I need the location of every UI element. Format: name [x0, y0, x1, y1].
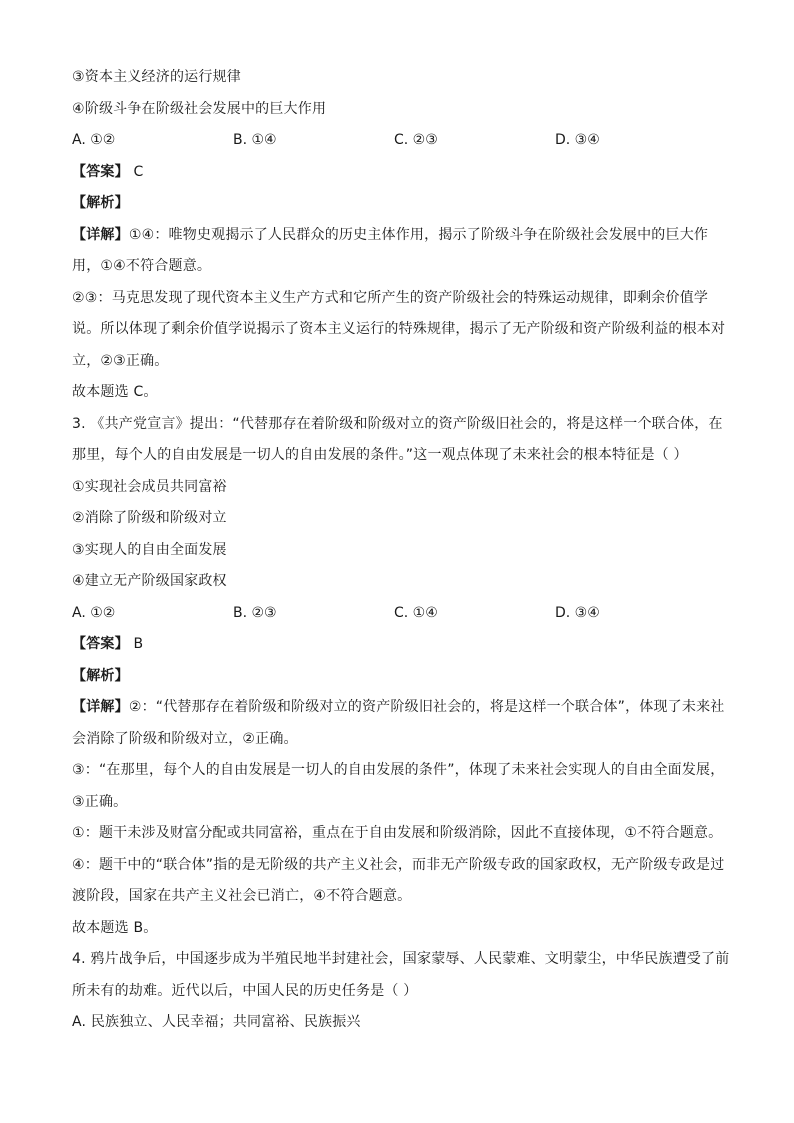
q3-detail-line-1 — [72, 692, 732, 724]
q3-stem-line-2: 那里，每个人的自由发展是一切人的自由发展的条件。”这一观点体现了未来社会的根本特征是（ ） — [72, 447, 688, 463]
q3-options — [72, 598, 732, 630]
q3-detail-line-5: ①：题干未涉及财富分配或共同富裕，重点在于自由发展和阶级消除，因此不直接体现，①不符合题意。 — [72, 825, 723, 841]
q3-detail-line-3: ③：“在那里，每个人的自由发展是一切人的自由发展的条件”，体现了未来社会实现人的自由全面发展， — [72, 762, 725, 778]
q3-item-1: ①实现社会成员共同富裕 — [72, 478, 227, 495]
q3-item-4: ④建立无产阶级国家政权 — [72, 573, 227, 589]
q3-option-a: A. ①② — [72, 604, 116, 621]
q2-detail-line-1 — [72, 220, 732, 252]
q4-stem-line-1: 4. 鸦片战争后，中国逐步成为半殖民地半封建社会，国家蒙辱、人民蒙难、文明蒙尘，中华民族遭受了前 — [72, 951, 730, 967]
q2-option-b: B. ①④ — [233, 132, 277, 148]
q2-detail-label: 【详解】 — [72, 226, 129, 243]
q3-answer — [72, 629, 732, 661]
q2-detail-text-1: ①④：唯物史观揭示了人民群众的历史主体作用，揭示了阶级斗争在阶级社会发展中的巨大作 — [128, 226, 709, 243]
q3-analysis-label: 【解析】 — [72, 667, 129, 684]
q3-option-d: D. ③④ — [555, 604, 600, 621]
q2-detail-line-2: 用，①④不符合题意。 — [72, 258, 212, 274]
q3-answer-label: 【答案】 — [72, 636, 129, 652]
q2-option-d: D. ③④ — [555, 132, 600, 148]
q2-detail-line-3: ②③：马克思发现了现代资本主义生产方式和它所产生的资产阶级社会的特殊运动规律，即剩余价值学 — [72, 289, 709, 306]
q4-stem-line-2: 所未有的劫难。近代以后，中国人民的历史任务是（ ） — [72, 982, 418, 999]
q2-option-c: C. ②③ — [394, 132, 438, 148]
q2-item-3: ③资本主义经济的运行规律 — [72, 69, 241, 85]
q3-option-b: B. ②③ — [233, 604, 277, 621]
q3-detail-line-7: 渡阶段，国家在共产主义社会已消亡，④不符合题意。 — [72, 888, 412, 904]
q2-detail-line-4: 说。所以体现了剩余价值学说揭示了资本主义运行的特殊规律，揭示了无产阶级和资产阶级利益的根本对 — [72, 321, 726, 337]
q2-answer-label: 【答案】 — [72, 163, 129, 180]
q2-answer-value: C — [133, 163, 144, 180]
q3-option-c: C. ①④ — [394, 604, 438, 621]
q3-detail-line-6: ④：题干中的“联合体”指的是无阶级的共产主义社会，而非无产阶级专政的国家政权，无产阶级专政是过 — [72, 856, 725, 873]
q4-option-a: A. 民族独立、人民幸福；共同富裕、民族振兴 — [72, 1014, 361, 1030]
q2-answer — [72, 157, 732, 189]
q2-detail-line-5: 立，②③正确。 — [72, 352, 169, 369]
q2-item-4: ④阶级斗争在阶级社会发展中的巨大作用 — [72, 100, 327, 117]
q2-options — [72, 125, 732, 157]
q3-detail-text-1: ②：“代替那存在着阶级和阶级对立的资产阶级旧社会的，将是这样一个联合体”，体现了未来社 — [128, 699, 725, 715]
q3-conclusion: 故本题选 B。 — [72, 919, 158, 936]
q3-detail-line-4: ③正确。 — [72, 793, 128, 810]
q2-analysis-label: 【解析】 — [72, 195, 129, 211]
exam-page — [72, 62, 732, 1039]
q3-answer-value: B — [133, 636, 144, 652]
q2-option-a: A. ①② — [72, 132, 116, 148]
q3-detail-line-2: 会消除了阶级和阶级对立，②正确。 — [72, 730, 298, 747]
q3-item-3: ③实现人的自由全面发展 — [72, 541, 227, 558]
q3-detail-label: 【详解】 — [72, 699, 129, 715]
q3-item-2: ②消除了阶级和阶级对立 — [72, 510, 227, 526]
q3-stem-line-1: 3. 《共产党宣言》提出：“代替那存在着阶级和阶级对立的资产阶级旧社会的，将是这样一个联合体，在 — [72, 415, 723, 432]
q2-conclusion: 故本题选 C。 — [72, 384, 158, 400]
